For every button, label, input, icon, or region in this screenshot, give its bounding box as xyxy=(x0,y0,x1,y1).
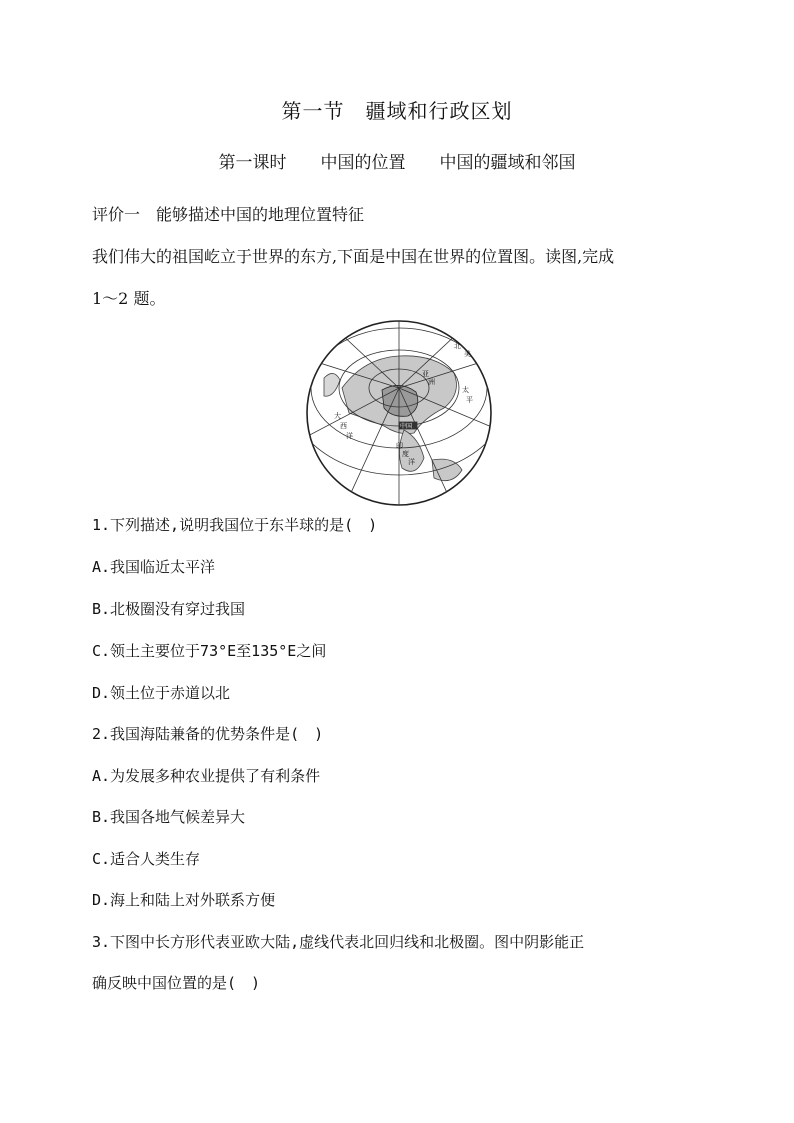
page-title: 第一节 疆域和行政区划 xyxy=(281,99,513,123)
q2-option-a: A.为发展多种农业提供了有利条件 xyxy=(92,767,321,785)
section-heading: 评价一 能够描述中国的地理位置特征 xyxy=(92,205,365,224)
globe-label-atlantic1: 大 xyxy=(334,412,341,420)
globe-label-indian2: 度 xyxy=(402,450,409,458)
globe-label-asia2: 洲 xyxy=(428,378,435,386)
globe-label-pacific1: 太 xyxy=(462,386,469,394)
q1-option-d: D.领土位于赤道以北 xyxy=(92,684,231,702)
globe-label-indian3: 洋 xyxy=(408,458,415,466)
globe-label-asia1: 亚 xyxy=(422,370,429,378)
globe-label-atlantic2: 西 xyxy=(340,422,347,430)
globe-label-na2: 美 xyxy=(464,350,471,358)
question-3-stem-line-1: 3.下图中长方形代表亚欧大陆,虚线代表北回归线和北极圈。图中阴影能正 xyxy=(92,933,585,951)
globe-label-indian1: 印 xyxy=(396,442,403,450)
question-2-stem: 2.我国海陆兼备的优势条件是( ) xyxy=(92,725,324,743)
world-position-globe xyxy=(304,318,494,508)
q2-option-b: B.我国各地气候差异大 xyxy=(92,808,246,826)
lesson-subtitle: 第一课时 中国的位置 中国的疆域和邻国 xyxy=(218,153,576,173)
globe-label-na1: 北 xyxy=(454,342,461,350)
globe-label-pacific2: 平 xyxy=(466,396,473,404)
intro-line-2: 1～2 题。 xyxy=(92,289,166,308)
q1-option-b: B.北极圈没有穿过我国 xyxy=(92,600,246,618)
q2-option-c: C.适合人类生存 xyxy=(92,850,201,868)
globe-label-atlantic3: 洋 xyxy=(346,432,353,440)
intro-line-1: 我们伟大的祖国屹立于世界的东方,下面是中国在世界的位置图。读图,完成 xyxy=(92,247,615,266)
q1-option-a: A.我国临近太平洋 xyxy=(92,558,216,576)
question-3-stem-line-2: 确反映中国位置的是( ) xyxy=(92,974,261,992)
q2-option-d: D.海上和陆上对外联系方便 xyxy=(92,891,276,909)
question-1-stem: 1.下列描述,说明我国位于东半球的是( ) xyxy=(92,516,378,534)
q1-option-c: C.领土主要位于73°E至135°E之间 xyxy=(92,642,327,660)
globe-label-china: 中国 xyxy=(400,423,413,430)
